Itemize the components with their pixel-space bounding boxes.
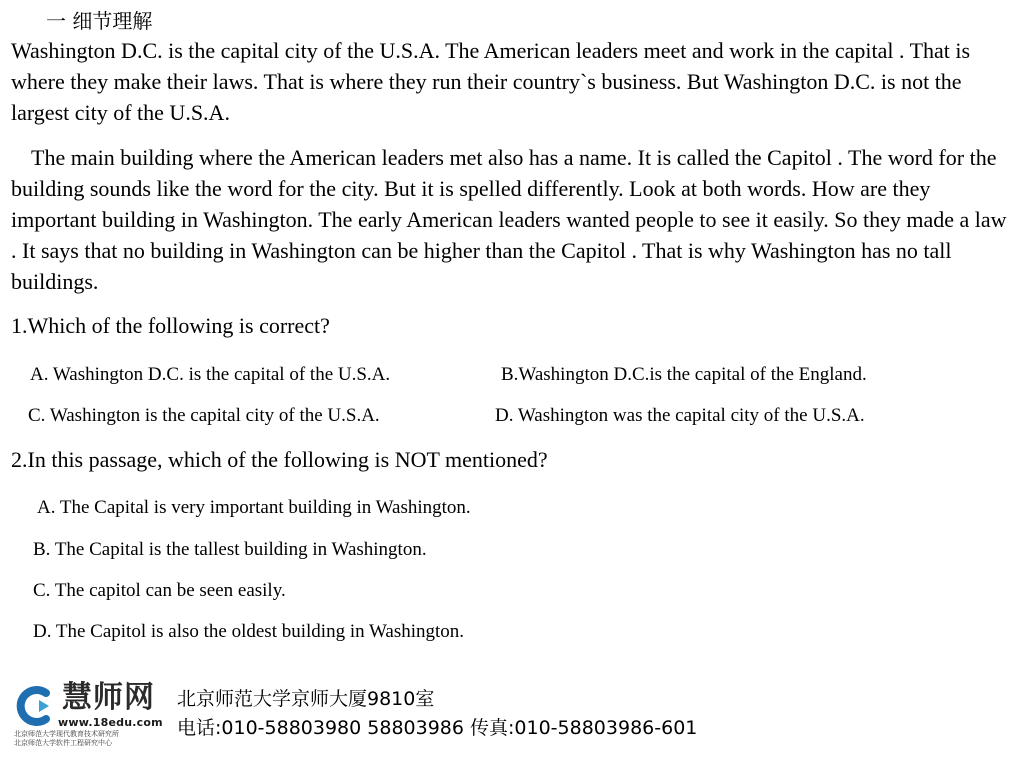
logo-title: 慧师网 — [62, 680, 155, 715]
question-2-option-a: A. The Capital is very important building in Washington. — [37, 497, 471, 518]
question-1-option-a: A. Washington D.C. is the capital of the U.S.A. — [30, 364, 391, 385]
section-heading: 一 细节理解 — [46, 9, 153, 33]
question-2-option-d: D. The Capitol is also the oldest building in Washington. — [33, 621, 465, 642]
footer-phone: 电话:010-58803980 58803986 传真:010-58803986-601 — [177, 717, 698, 739]
question-1-option-b: B.Washington D.C.is the capital of the England. — [501, 364, 867, 385]
passage-paragraph-2: The main building where the American leaders met also has a name. It is called the Capitol . The word for the building sounds like the word for the city. But it is spelled differently. Look at both words. How are they important building in Washington. The early American leaders wanted people to see it easily. So they made a law . It says that no building in Washington can be higher than the Capitol . That is why Washington has no tall buildings. — [11, 145, 1007, 294]
question-2-option-c: C. The capitol can be seen easily. — [33, 580, 286, 601]
footer-address: 北京师范大学京师大厦9810室 — [177, 688, 435, 710]
logo-subtitle-2: 北京师范大学软件工程研究中心 — [14, 739, 112, 747]
logo-subtitle-1: 北京师范大学现代教育技术研究所 — [14, 730, 119, 738]
question-1: 1.Which of the following is correct? — [11, 313, 330, 338]
logo-url: www.18edu.com — [58, 716, 163, 729]
logo-mark-icon — [14, 684, 58, 728]
question-1-option-c: C. Washington is the capital city of the U.S.A. — [28, 405, 380, 426]
question-2-option-b: B. The Capital is the tallest building in Washington. — [33, 539, 427, 560]
footer — [14, 680, 794, 750]
question-1-option-d: D. Washington was the capital city of the U.S.A. — [495, 405, 865, 426]
question-2: 2.In this passage, which of the following is NOT mentioned? — [11, 447, 548, 472]
passage-paragraph-1: Washington D.C. is the capital city of the U.S.A. The American leaders meet and work in the capital . That is where they make their laws. That is where they run their country`s business. But Washington D.C. is not the largest city of the U.S.A. — [11, 38, 971, 125]
site-logo — [14, 680, 168, 748]
